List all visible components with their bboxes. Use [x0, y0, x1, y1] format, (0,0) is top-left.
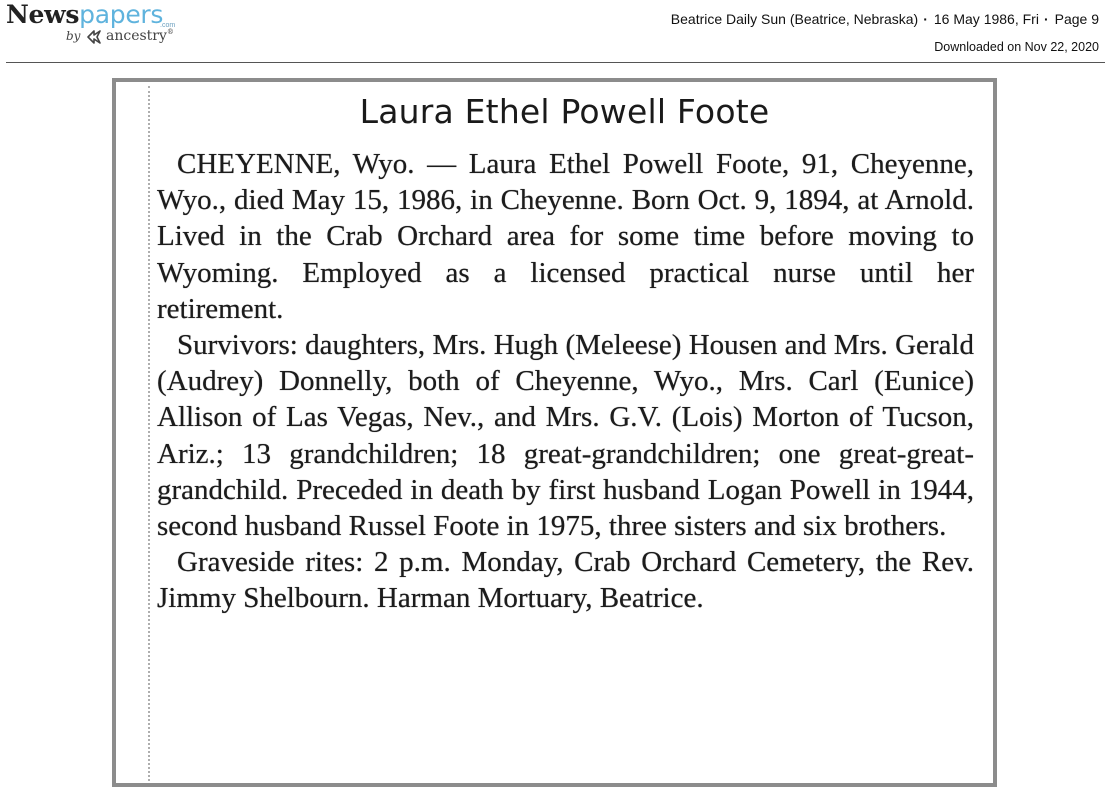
brand-wordmark — [6, 0, 163, 30]
citation-block — [671, 11, 1099, 54]
header-divider — [6, 62, 1105, 63]
download-date: Downloaded on Nov 22, 2020 — [934, 40, 1099, 54]
brand-part-news: News — [6, 0, 80, 29]
clipping-frame — [112, 78, 997, 787]
obituary-paragraph: CHEYENNE, Wyo. — Laura Ethel Powell Foote, 91, Cheyenne, Wyo., died May 15, 1986, in Cheyenne. Born Oct. 9, 1894, at Arnold. Lived in the Crab Orchard area for some time before moving to Wyoming. Employed as a licensed practical nurse until her retirement. — [157, 148, 974, 325]
obituary-paragraph: Survivors: daughters, Mrs. Hugh (Meleese) Housen and Mrs. Gerald (Audrey) Donnelly, both of Cheyenne, Wyo., Mrs. Carl (Eunice) Allison of Las Vegas, Nev., and Mrs. G.V. (Lois) Morton of Tucson, Ariz.; 13 grandchildren; 18 great-grandchildren; one great-great-grandchild. Preceded in death by first husband Logan Powell in 1944, second husband Russel Foote in 1975, three sisters and six brothers. — [157, 329, 974, 543]
publication-date: 16 May 1986, Fri — [933, 11, 1039, 27]
separator-dot: · — [923, 11, 928, 27]
brand-part-papers: papers — [79, 0, 164, 29]
ancestry-wordmark — [106, 28, 174, 44]
partner-registered-mark: ® — [166, 28, 174, 36]
clipping-title: Laura Ethel Powell Foote — [359, 92, 770, 131]
clipping-body — [157, 146, 974, 617]
citation-line — [671, 11, 1099, 27]
ancestry-leaf-icon — [86, 29, 104, 45]
separator-dot: · — [1043, 11, 1049, 27]
publication-name: Beatrice Daily Sun (Beatrice, Nebraska) — [670, 11, 919, 27]
obituary-paragraph: Graveside rites: 2 p.m. Monday, Crab Orchard Cemetery, the Rev. Jimmy Shelbourn. Harman Mortuary, Beatrice. — [157, 546, 974, 615]
brand-suffix: .com — [160, 22, 176, 29]
page-number: Page 9 — [1054, 11, 1099, 27]
partner-name: ancestry — [106, 28, 167, 44]
newspapers-logo[interactable] — [6, 0, 196, 52]
by-text: by — [66, 29, 81, 43]
